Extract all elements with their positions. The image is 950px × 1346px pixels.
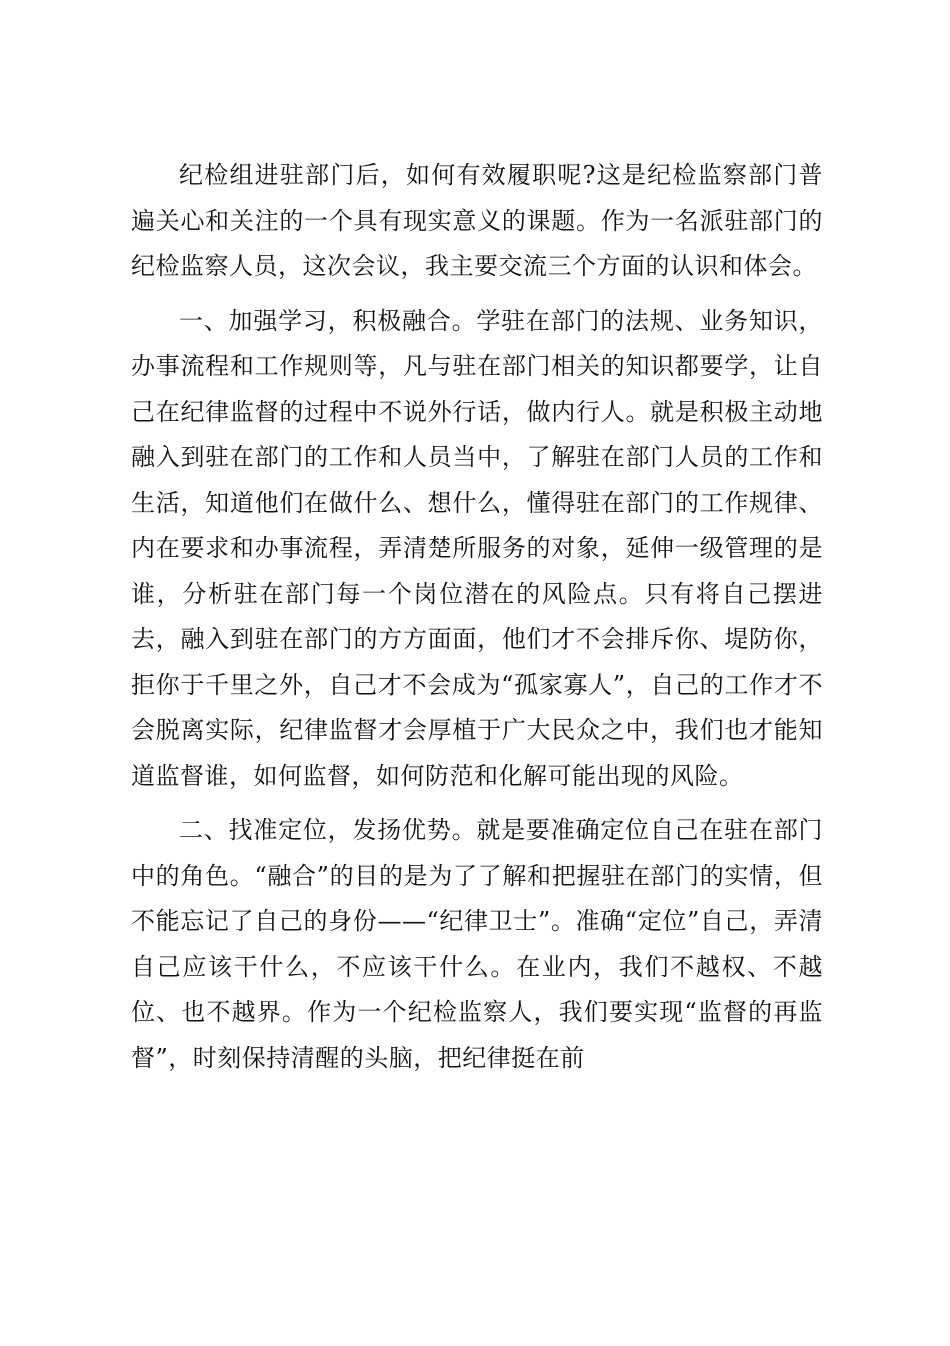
document-body [131,153,823,1090]
paragraph-intro: 纪检组进驻部门后，如何有效履职呢?这是纪检监察部门普遍关心和关注的一个具有现实意义的课题。作为一名派驻部门的纪检监察人员，这次会议，我主要交流三个方面的认识和体会。 [131,161,823,280]
paragraph-section-one: 一、加强学习，积极融合。学驻在部门的法规、业务知识，办事流程和工作规则等，凡与驻在部门相关的知识都要学，让自己在纪律监督的过程中不说外行话，做内行人。就是积极主动地融入到驻在部门的工作和人员当中，了解驻在部门人员的工作和生活，知道他们在做什么、想什么，懂得驻在部门的工作规律、内在要求和办事流程，弄清楚所服务的对象，延伸一级管理的是谁，分析驻在部门每一个岗位潜在的风险点。只有将自己摆进去，融入到驻在部门的方方面面，他们才不会排斥你、堤防你，拒你于千里之外，自己才不会成为“孤家寡人”，自己的工作才不会脱离实际，纪律监督才会厚植于广大民众之中，我们也才能知道监督谁，如何监督，如何防范和化解可能出现的风险。 [131,306,823,790]
paragraph-section-two: 二、找准定位，发扬优势。就是要准确定位自己在驻在部门中的角色。“融合”的目的是为了了解和把握驻在部门的实情，但不能忘记了自己的身份——“纪律卫士”。准确“定位”自己，弄清自己应该干什么，不应该干什么。在业内，我们不越权、不越位、也不越界。作为一个纪检监察人，我们要实现“监督的再监督”，时刻保持清醒的头脑，把纪律挺在前 [131,816,823,1072]
